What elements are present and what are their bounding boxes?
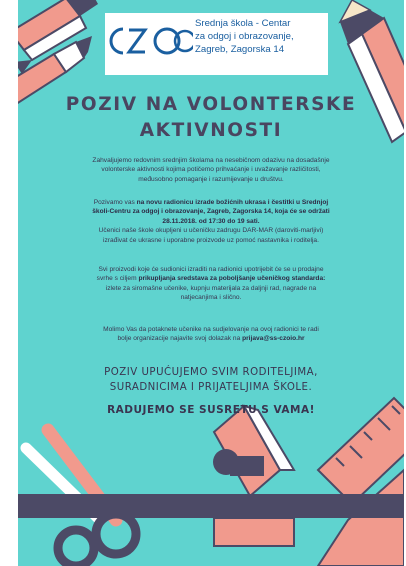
- ruler-icon: [318, 398, 404, 566]
- text-line: svrhe s ciljem prikupljanja sredstava za poboljšanje učeničkog standarda:: [96, 275, 326, 283]
- czoo-logo-icon: [105, 21, 193, 61]
- text-line: izlete za siromašne učenike, kupnju materijala za daljnji rad, nagrade na: [105, 284, 317, 292]
- registration-email: prijava@ss-czoio.hr: [242, 335, 305, 343]
- poster-title: [38, 92, 384, 144]
- text-line: Svi proizvodi koje će sudionici izraditi na radionici upotrijebit će se u prodajne: [98, 266, 324, 273]
- closing-line-1: POZIV UPUĆUJEMO SVIM RODITELJIMA,: [104, 367, 318, 378]
- paragraph-registration: [56, 325, 366, 344]
- stapler-icon: [213, 406, 294, 546]
- school-name-line-3: Zagreb, Zagorska 14: [195, 44, 285, 55]
- paragraph-purpose: [56, 265, 366, 303]
- title-line-2: AKTIVNOSTI: [139, 120, 283, 141]
- text-line: Pozivamo vas na novu radionicu izrade božićnih ukrasa i čestitki u Srednjoj: [93, 199, 329, 206]
- text-line: međusobno pomaganje i razumijevanje u društvu.: [138, 175, 284, 183]
- text-line: Učenici naše škole okupljeni u učeničku zadrugu DAR-MAR (daroviti-marljivi): [98, 227, 324, 235]
- paragraph-invitation: [56, 198, 366, 245]
- school-logo: [105, 13, 328, 75]
- school-name-line-2: za odgoj i obrazovanje,: [195, 31, 294, 42]
- title-line-1: POZIV NA VOLONTERSKE: [65, 94, 357, 115]
- text-line: Molimo Vas da potaknete učenike na sudjelovanje na ovoj radionici te radi: [103, 326, 319, 333]
- event-date: 28.11.2018. od 17:30 do 19 sati.: [162, 217, 260, 225]
- bottom-band: [18, 494, 404, 518]
- poster: [18, 0, 404, 566]
- text-line: izrađivat će ukrasne i uporabne proizvode uz pomoć nastavnika i roditelja.: [103, 236, 319, 244]
- closing-highlight: RADUJEMO SE SUSRETU S VAMA!: [107, 404, 315, 416]
- closing-message: [38, 366, 384, 395]
- school-name: [195, 17, 327, 56]
- text-line: školi-Centru za odgoj i obrazovanje, Zagreb, Zagorska 14, koja će se održati: [92, 208, 330, 216]
- closing-line-2: SURADNICIMA I PRIJATELJIMA ŠKOLE.: [109, 381, 313, 393]
- text-line: bolje organizacije najavite svoj dolazak na prijava@ss-czoio.hr: [117, 335, 305, 343]
- paragraph-thanks: [56, 156, 366, 184]
- text-line: Zahvaljujemo redovnim srednjim školama na nesebičnom odazivu na dosadašnje: [92, 157, 330, 164]
- text-line: natjecanjima i slično.: [180, 294, 242, 302]
- text-line: volonterske aktivnosti kojima potičemo prihvaćanje i uvažavanje različitosti,: [101, 166, 321, 174]
- school-name-line-1: Srednja škola - Centar: [195, 18, 291, 29]
